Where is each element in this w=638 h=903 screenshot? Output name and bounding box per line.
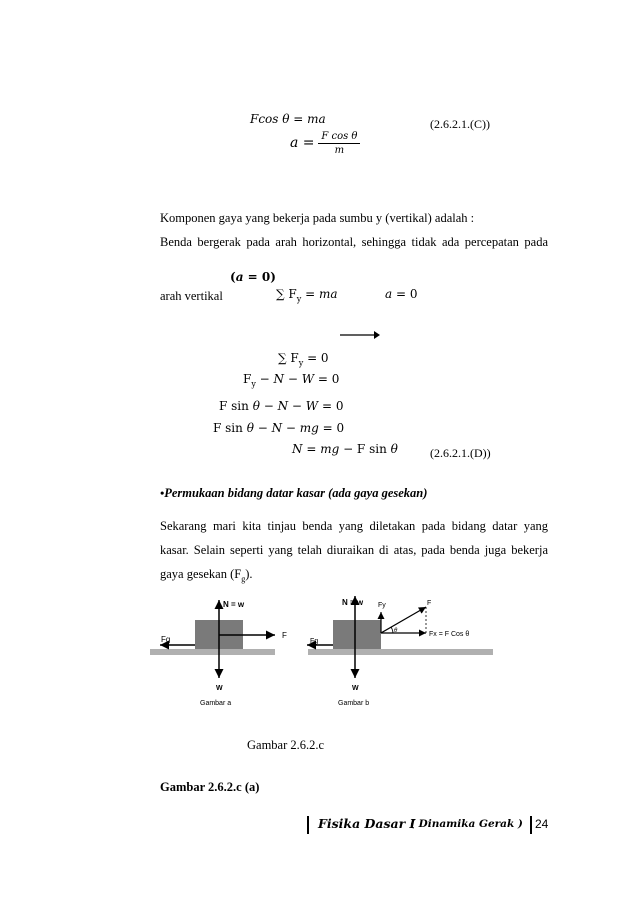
footer-divider	[530, 816, 532, 834]
force-diagram-figure	[150, 590, 510, 715]
caption-a: Gambar a	[200, 700, 232, 707]
diagram-b	[307, 596, 493, 707]
equation-label-d: (2.6.2.1.(D))	[430, 446, 491, 460]
equation-a-zero: (a = 0)	[230, 270, 276, 284]
label-n: N = w	[342, 598, 364, 607]
ground-surface	[150, 649, 275, 655]
applied-force-arrow	[381, 607, 426, 633]
footer-title: Fisika Dasar I	[318, 816, 416, 831]
equation-fy-n-w: $F_y - N - W = 0$	[243, 372, 340, 389]
fraction	[318, 131, 360, 156]
equation-a-fraction	[290, 131, 360, 156]
equation-a-eq-0: a = 0	[385, 287, 418, 301]
label-w: W	[352, 685, 359, 692]
subheading: Gambar 2.6.2.c (a)	[160, 780, 260, 794]
equation-fsin-n-w: F sin θ − N − W = 0	[219, 399, 344, 413]
label-fy: Fy	[378, 602, 386, 609]
paragraph-line: arah vertikal	[160, 289, 223, 303]
equation-fcos-ma: Fcos θ = ma	[250, 112, 326, 126]
page-number: 24	[535, 817, 549, 831]
ground-surface	[308, 649, 493, 655]
label-theta: θ	[394, 628, 398, 634]
label-f: F	[282, 631, 287, 640]
equation-label-c: (2.6.2.1.(C))	[430, 117, 490, 131]
label-n: N = w	[223, 600, 245, 609]
figure-caption: Gambar 2.6.2.c	[247, 738, 325, 752]
fraction-numerator: F cos θ	[318, 131, 360, 144]
footer-subtitle: ( Dinamika Gerak )	[410, 818, 523, 830]
fraction-denominator: m	[334, 145, 345, 156]
paragraph-line: gaya gesekan $(F_g)$.	[160, 567, 253, 584]
label-fg: Fg	[310, 638, 319, 645]
angle-arc	[391, 627, 393, 633]
implies-arrow-icon	[340, 329, 380, 341]
bullet-heading-text: Permukaan bidang datar kasar (ada gaya gesekan)	[164, 486, 428, 500]
footer-divider	[307, 816, 309, 834]
equation-n: N = mg − F sin θ	[292, 442, 398, 456]
caption-b: Gambar b	[338, 700, 370, 707]
bullet-heading	[160, 486, 427, 501]
bullet-icon: •	[160, 486, 165, 500]
block	[333, 620, 381, 649]
equation-a-lhs: a =	[290, 135, 315, 151]
equation-sum-fy-ma: ∑ $F_y$ = ma	[276, 287, 338, 304]
diagram-a	[150, 600, 287, 707]
label-f: F	[427, 600, 432, 607]
label-fg: Fg	[161, 635, 171, 644]
paragraph-line: kasar. Selain seperti yang telah diuraikan di atas, pada benda juga bekerja	[160, 543, 548, 557]
paragraph-line: Sekarang mari kita tinjau benda yang diletakan pada bidang datar yang	[160, 519, 548, 533]
equation-sum-fy-0: ∑ $F_y = 0$	[278, 351, 329, 368]
paragraph-line: Komponen gaya yang bekerja pada sumbu y (vertikal) adalah :	[160, 211, 475, 225]
paragraph-line: Benda bergerak pada arah horizontal, sehingga tidak ada percepatan pada	[160, 235, 548, 249]
equation-fsin-n-mg: F sin θ − N − mg = 0	[213, 421, 345, 435]
label-fx: Fx = F Cos θ	[429, 631, 470, 638]
label-w: W	[216, 685, 223, 692]
